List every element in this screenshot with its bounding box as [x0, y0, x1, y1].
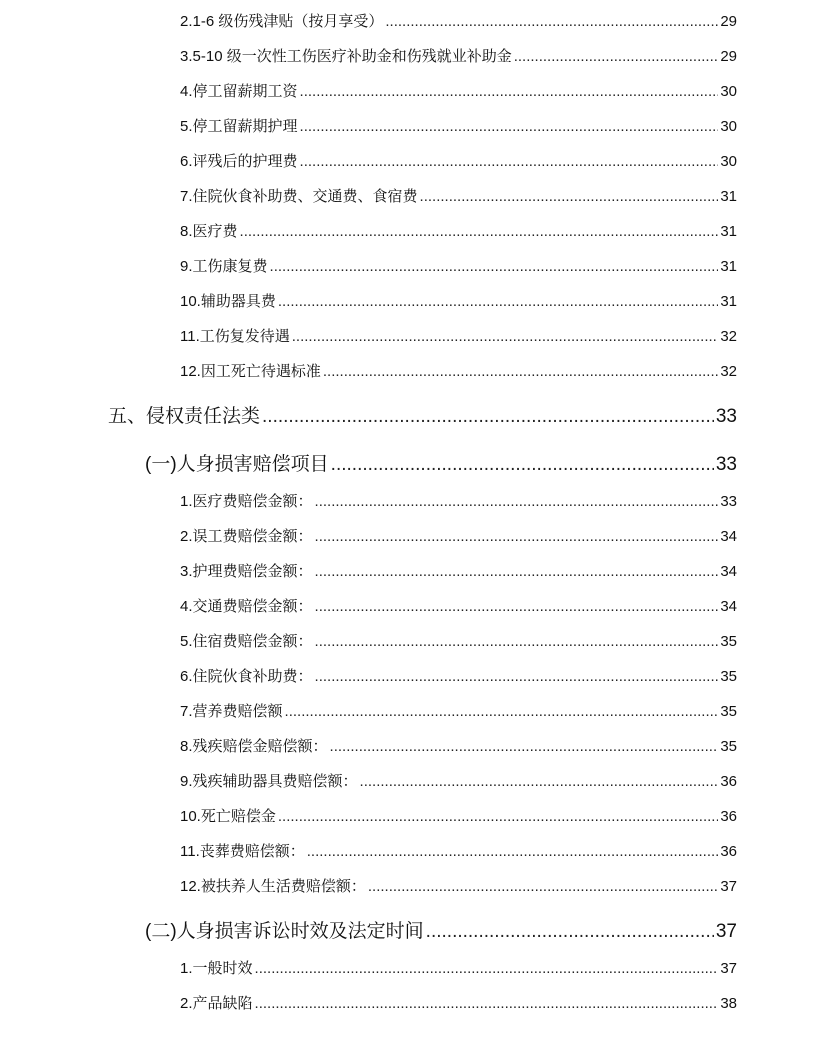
toc-entry[interactable]: [0, 875, 837, 896]
toc-entry[interactable]: [0, 401, 837, 428]
toc-entry-number: 3.: [180, 563, 193, 580]
toc-entry-number: 12.: [180, 878, 201, 895]
toc-entry-number: 2.: [180, 13, 193, 30]
toc-entry-page-number: 34: [720, 598, 737, 615]
toc-entry-title: 5-10 级一次性工伤医疗补助金和伤残就业补助金: [192, 48, 512, 65]
toc-entry-page-number: 35: [720, 738, 737, 755]
dot-leader: [315, 563, 719, 580]
toc-entry-page-number: 36: [720, 808, 737, 825]
toc-entry[interactable]: [0, 150, 837, 171]
dot-leader: [315, 598, 719, 615]
toc-entry-title: 因工死亡待遇标准: [200, 363, 321, 380]
toc-entry[interactable]: [0, 992, 837, 1013]
dot-leader: [255, 995, 719, 1012]
toc-entry-page-number: 33: [715, 454, 737, 475]
toc-entry-number: 5.: [180, 633, 193, 650]
dot-leader: [368, 878, 718, 895]
dot-leader: [385, 13, 718, 30]
toc-entry-page-number: 32: [720, 328, 737, 345]
toc-entry[interactable]: [0, 325, 837, 346]
toc-entry-page-number: 33: [715, 406, 737, 427]
toc-entry-number: 2.: [180, 995, 193, 1012]
toc-entry-title: 被扶养人生活费赔偿额：: [200, 878, 366, 895]
toc-entry[interactable]: [0, 449, 837, 476]
toc-entry[interactable]: [0, 185, 837, 206]
toc-entry-number: (一): [145, 454, 177, 475]
toc-entry-number: 6.: [180, 153, 193, 170]
toc-entry-title: 一般时效: [192, 960, 253, 977]
toc-entry-page-number: 37: [720, 878, 737, 895]
toc-entry[interactable]: [0, 916, 837, 943]
toc-entry-page-number: 30: [720, 83, 737, 100]
toc-entry-number: 1.: [180, 960, 193, 977]
toc-entry[interactable]: [0, 840, 837, 861]
toc-entry-title: 交通费赔偿金额：: [192, 598, 313, 615]
toc-entry-number: 8.: [180, 738, 193, 755]
toc-entry[interactable]: [0, 700, 837, 721]
toc-entry-page-number: 29: [720, 13, 737, 30]
toc-entry-number: 11.: [180, 328, 200, 345]
toc-entry-page-number: 38: [720, 995, 737, 1012]
toc-entry-page-number: 30: [720, 118, 737, 135]
toc-entry[interactable]: [0, 805, 837, 826]
toc-entry-title: 住宿费赔偿金额：: [192, 633, 313, 650]
toc-entry-page-number: 33: [720, 493, 737, 510]
toc-entry-title: 死亡赔偿金: [200, 808, 276, 825]
toc-entry-number: 4.: [180, 598, 193, 615]
toc-entry[interactable]: [0, 360, 837, 381]
toc-entry-page-number: 29: [720, 48, 737, 65]
toc-entry-title: 住院伙食补助费：: [192, 668, 313, 685]
toc-entry-number: 10.: [180, 808, 201, 825]
toc-entry-title: 住院伙食补助费、交通费、食宿费: [192, 188, 418, 205]
toc-entry[interactable]: [0, 525, 837, 546]
toc-entry-title: 停工留薪期护理: [192, 118, 298, 135]
toc-entry[interactable]: [0, 770, 837, 791]
toc-entry[interactable]: [0, 560, 837, 581]
dot-leader: [255, 960, 719, 977]
dot-leader: [426, 921, 714, 943]
dot-leader: [514, 48, 719, 65]
toc-entry-page-number: 37: [715, 921, 737, 942]
dot-leader: [292, 328, 719, 345]
dot-leader: [300, 118, 719, 135]
toc-entry-title: 残疾辅助器具费赔偿额：: [192, 773, 358, 790]
toc-entry[interactable]: [0, 255, 837, 276]
dot-leader: [300, 153, 719, 170]
toc-entry-number: 5.: [180, 118, 193, 135]
toc-entry-page-number: 35: [720, 668, 737, 685]
toc-entry[interactable]: [0, 290, 837, 311]
dot-leader: [315, 633, 719, 650]
toc-entry-number: 12.: [180, 363, 201, 380]
toc-entry-page-number: 34: [720, 563, 737, 580]
toc-entry[interactable]: [0, 490, 837, 511]
toc-entry-page-number: 30: [720, 153, 737, 170]
dot-leader: [240, 223, 719, 240]
dot-leader: [262, 406, 714, 428]
dot-leader: [278, 808, 718, 825]
toc-entry-page-number: 31: [720, 258, 737, 275]
toc-entry[interactable]: [0, 115, 837, 136]
toc-entry-number: 8.: [180, 223, 193, 240]
toc-entry[interactable]: [0, 665, 837, 686]
dot-leader: [330, 738, 719, 755]
toc-entry-number: 10.: [180, 293, 201, 310]
toc-entry-title: 侵权责任法类: [146, 406, 261, 427]
toc-entry[interactable]: [0, 630, 837, 651]
toc-entry-title: 1-6 级伤残津贴（按月享受）: [192, 13, 384, 30]
dot-leader: [270, 258, 719, 275]
toc-entry[interactable]: [0, 957, 837, 978]
toc-entry-page-number: 35: [720, 633, 737, 650]
toc-entry-number: 9.: [180, 258, 193, 275]
toc-entry-title: 误工费赔偿金额：: [192, 528, 313, 545]
toc-entry-title: 医疗费赔偿金额：: [192, 493, 313, 510]
toc-entry[interactable]: [0, 45, 837, 66]
dot-leader: [278, 293, 718, 310]
toc-entry-number: 11.: [180, 843, 200, 860]
dot-leader: [323, 363, 718, 380]
toc-entry-number: 五、: [108, 406, 147, 427]
toc-entry-title: 评残后的护理费: [192, 153, 298, 170]
dot-leader: [315, 493, 719, 510]
dot-leader: [360, 773, 719, 790]
toc-entry-title: 医疗费: [192, 223, 238, 240]
toc-entry-title: 工伤康复费: [192, 258, 268, 275]
toc-entry-page-number: 36: [720, 843, 737, 860]
toc-entry-page-number: 31: [720, 223, 737, 240]
toc-entry-title: 护理费赔偿金额：: [192, 563, 313, 580]
toc-entry[interactable]: [0, 10, 837, 31]
toc-entry-number: 9.: [180, 773, 193, 790]
toc-entry-number: 2.: [180, 528, 193, 545]
toc-entry-page-number: 34: [720, 528, 737, 545]
toc-entry[interactable]: [0, 220, 837, 241]
dot-leader: [315, 668, 719, 685]
dot-leader: [420, 188, 719, 205]
toc-entry-title: 辅助器具费: [200, 293, 276, 310]
toc-entry[interactable]: [0, 735, 837, 756]
toc-entry-title: 停工留薪期工资: [192, 83, 298, 100]
toc-entry-title: 产品缺陷: [192, 995, 253, 1012]
toc-entry-number: 7.: [180, 703, 193, 720]
toc-entry-number: 3.: [180, 48, 193, 65]
toc-entry-title: 人身损害诉讼时效及法定时间: [176, 921, 424, 942]
dot-leader: [315, 528, 719, 545]
toc-entry-title: 残疾赔偿金赔偿额：: [192, 738, 328, 755]
toc-entry-title: 工伤复发待遇: [199, 328, 290, 345]
toc-entry-number: 7.: [180, 188, 193, 205]
toc-entry-title: 丧葬费赔偿额：: [199, 843, 305, 860]
toc-entry-page-number: 32: [720, 363, 737, 380]
toc-entry-page-number: 36: [720, 773, 737, 790]
toc-entry-page-number: 31: [720, 188, 737, 205]
toc-entry-number: 1.: [180, 493, 193, 510]
dot-leader: [300, 83, 719, 100]
dot-leader: [331, 454, 714, 476]
toc-entry-number: 4.: [180, 83, 193, 100]
dot-leader: [285, 703, 719, 720]
toc-entry-page-number: 31: [720, 293, 737, 310]
toc-entry-page-number: 37: [720, 960, 737, 977]
toc-entry-title: 营养费赔偿额: [192, 703, 283, 720]
toc-entry-number: 6.: [180, 668, 193, 685]
dot-leader: [307, 843, 719, 860]
toc-entry-number: (二): [145, 921, 177, 942]
toc-entry[interactable]: [0, 595, 837, 616]
toc-entry-page-number: 35: [720, 703, 737, 720]
toc-entry-title: 人身损害赔偿项目: [176, 454, 329, 475]
toc-entry[interactable]: [0, 80, 837, 101]
